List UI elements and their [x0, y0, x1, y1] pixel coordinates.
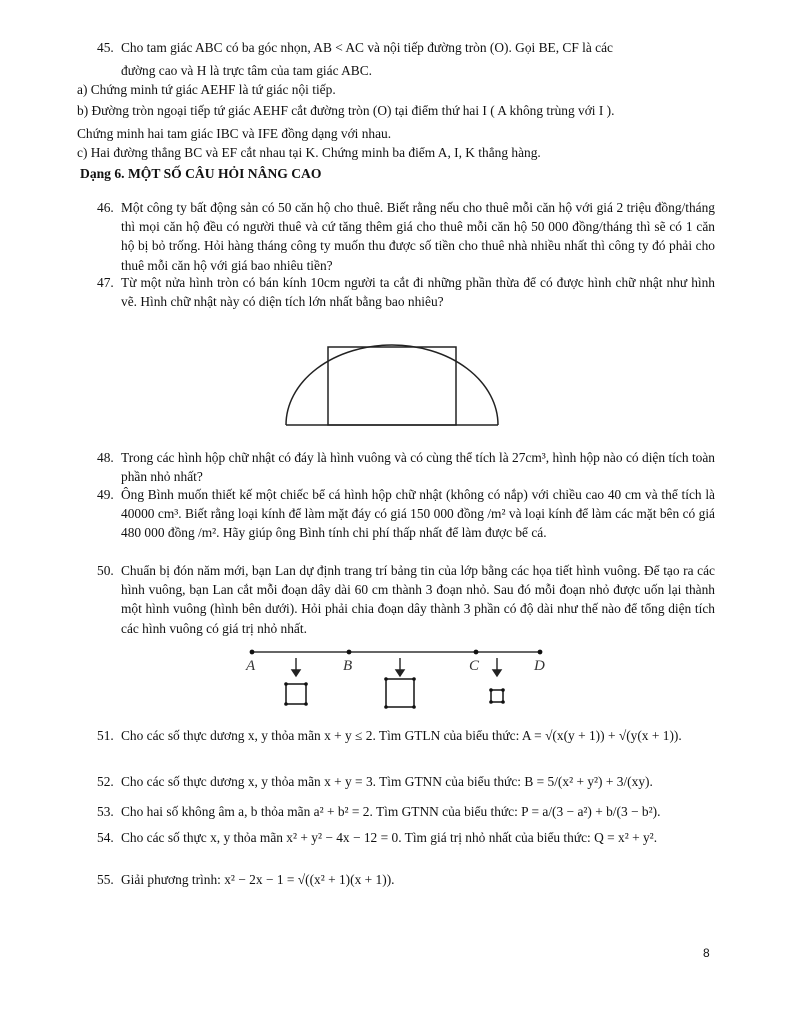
question-number: 50.: [97, 563, 114, 578]
question-number: 49.: [97, 487, 114, 502]
question-number: 47.: [97, 275, 114, 290]
point-d: [538, 650, 543, 655]
question-number: 46.: [97, 200, 114, 215]
question-number: 55.: [97, 872, 114, 887]
semicircle-rectangle-figure: [280, 337, 510, 432]
question-text: Một công ty bất động sản có 50 căn hộ cho thuê. Biết rằng nếu cho thuê mỗi căn hộ với giá 2 triệu đồng/tháng thì mọi căn hộ đều có người thuê và cứ tăng thêm giá cho thuê mỗi căn hộ 50 000 đồng/tháng thì sẽ có 1 căn hộ bị bỏ trống. Hỏi hàng tháng công ty muốn thu được số tiền cho thuê nhà nhiều nhất thì công ty đó phải cho thuê mỗi căn hộ với giá bao nhiêu tiền?: [121, 200, 715, 273]
question-text: Trong các hình hộp chữ nhật có đáy là hình vuông và có cùng thể tích là 27cm³, hình hộp nào có diện tích toàn phần nhỏ nhất?: [121, 450, 715, 485]
question-47: [97, 273, 715, 311]
question-52: [97, 772, 715, 791]
down-arrow-icon: [292, 658, 300, 676]
question-number: 54.: [97, 830, 114, 845]
label-d: D: [534, 658, 545, 674]
wire-squares-figure: [240, 644, 560, 714]
question-45-part-a: a) Chứng minh tứ giác AEHF là tứ giác nội tiếp.: [77, 82, 336, 97]
question-text: Cho các số thực dương x, y thỏa mãn x + y ≤ 2. Tìm GTLN của biểu thức: A = √(x(y + 1)) + √(y(x + 1)).: [121, 728, 682, 743]
square-3: [489, 688, 505, 704]
question-number: 52.: [97, 774, 114, 789]
question-text: Cho các số thực dương x, y thỏa mãn x + y = 3. Tìm GTNN của biểu thức: B = 5/(x² + y²) + 3/(xy).: [121, 774, 653, 789]
down-arrow-icon: [493, 658, 501, 676]
point-a: [250, 650, 255, 655]
question-text-line: Cho tam giác ABC có ba góc nhọn, AB < AC và nội tiếp đường tròn (O). Gọi BE, CF là các: [121, 40, 613, 55]
question-text: Cho các số thực x, y thỏa mãn x² + y² − 4x − 12 = 0. Tìm giá trị nhỏ nhất của biểu thức: Q = x² + y².: [121, 830, 658, 845]
section-heading: Dạng 6. MỘT SỐ CÂU HỎI NÂNG CAO: [80, 166, 322, 181]
question-55: [97, 870, 715, 889]
question-50: [97, 561, 715, 638]
question-text: Cho hai số không âm a, b thỏa mãn a² + b² = 2. Tìm GTNN của biểu thức: P = a/(3 − a²) + b/(3 − b²).: [121, 804, 661, 819]
down-arrow-icon: [396, 658, 404, 676]
question-number: 53.: [97, 804, 114, 819]
question-45-part-b: b) Đường tròn ngoại tiếp tứ giác AEHF cắt đường tròn (O) tại điểm thứ hai I ( A không trùng với I ).: [77, 103, 615, 118]
question-48: [97, 448, 715, 486]
question-text: Từ một nửa hình tròn có bán kính 10cm người ta cắt đi những phần thừa để có được hình chữ nhật như hình vẽ. Hình chữ nhật này có diện tích lớn nhất bằng bao nhiêu?: [121, 275, 715, 310]
question-46: [97, 198, 715, 275]
question-number: 51.: [97, 728, 114, 743]
point-b: [347, 650, 352, 655]
question-45-part-b-cont: Chứng minh hai tam giác IBC và IFE đồng dạng với nhau.: [77, 126, 392, 141]
label-a: A: [246, 658, 256, 674]
question-number: 45.: [97, 40, 114, 55]
inscribed-rectangle: [328, 347, 456, 425]
question-text: Giải phương trình: x² − 2x − 1 = √((x² + 1)(x + 1)).: [121, 872, 395, 887]
label-b: B: [343, 658, 353, 674]
label-c: C: [469, 658, 480, 674]
point-c: [474, 650, 479, 655]
square-2: [384, 677, 416, 709]
semicircle-arc: [286, 345, 498, 425]
question-51: [97, 726, 715, 745]
question-text-line: đường cao và H là trực tâm của tam giác ABC.: [121, 63, 373, 79]
question-text: Ông Bình muốn thiết kế một chiếc bể cá hình hộp chữ nhật (không có nắp) với chiều cao 40 cm và thể tích là 40000 cm³. Biết rằng loại kính để làm mặt đáy có giá 150 000 đồng /m² và loại kính để làm các mặt bên có giá 480 000 đồng /m². Hãy giúp ông Bình tính chi phí thấp nhất để làm được bể cá.: [121, 487, 715, 541]
square-1: [284, 682, 308, 706]
question-54: [97, 828, 715, 847]
question-53: [97, 802, 715, 821]
question-45-part-c: c) Hai đường thẳng BC và EF cắt nhau tại K. Chứng minh ba điểm A, I, K thẳng hàng.: [77, 145, 541, 160]
question-49: [97, 485, 715, 543]
question-45: [97, 38, 715, 80]
question-text: Chuẩn bị đón năm mới, bạn Lan dự định trang trí bảng tin của lớp bằng các họa tiết hình vuông. Để tạo ra các hình vuông, bạn Lan cắt mỗi đoạn dây dài 60 cm thành 3 đoạn nhỏ. Sau đó mỗi đoạn nhỏ được uốn lại thành một hình vuông (hình bên dưới). Hỏi phải chia đoạn dây thành 3 phần có độ dài như thế nào để tổng diện tích các hình vuông có giá trị nhỏ nhất.: [121, 563, 715, 636]
question-number: 48.: [97, 450, 114, 465]
page-number: 8: [703, 946, 710, 960]
